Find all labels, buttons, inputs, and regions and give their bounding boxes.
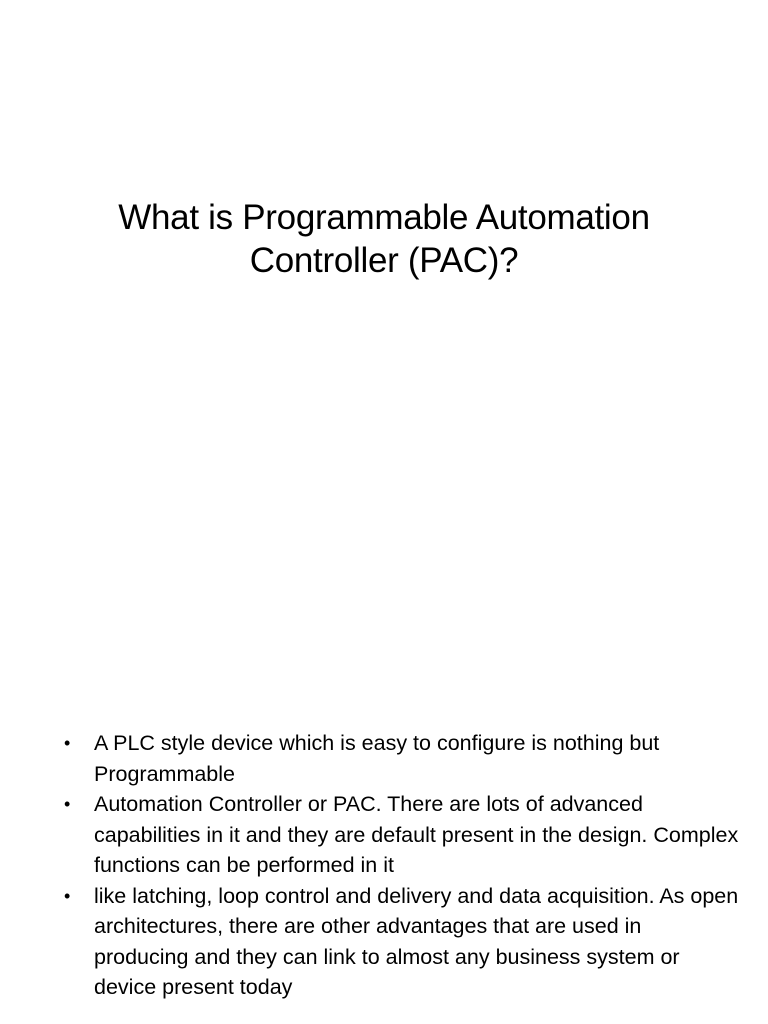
bullet-text: like latching, loop control and delivery and data acquisition. As open architectures, there are other advantages that are used in producing and they can link to almost any business system or device present today xyxy=(94,883,739,999)
bullet-text: A PLC style device which is easy to configure is nothing but Programmable xyxy=(94,731,660,786)
bullet-item xyxy=(60,881,740,1003)
bullet-icon: • xyxy=(64,794,71,814)
slide-title xyxy=(40,196,728,282)
bullet-icon: • xyxy=(64,885,71,906)
slide-title-line-1: What is Programmable Automation xyxy=(118,198,650,237)
bullet-icon: • xyxy=(64,733,71,753)
bullet-list xyxy=(60,728,740,1003)
bullet-item xyxy=(60,728,740,789)
bullet-text: Automation Controller or PAC. There are lots of advanced capabilities in it and they are default present in the design. Complex functions can be performed in it xyxy=(94,792,739,877)
slide-title-line-2: Controller (PAC)? xyxy=(249,241,519,280)
bullet-item xyxy=(60,789,740,881)
